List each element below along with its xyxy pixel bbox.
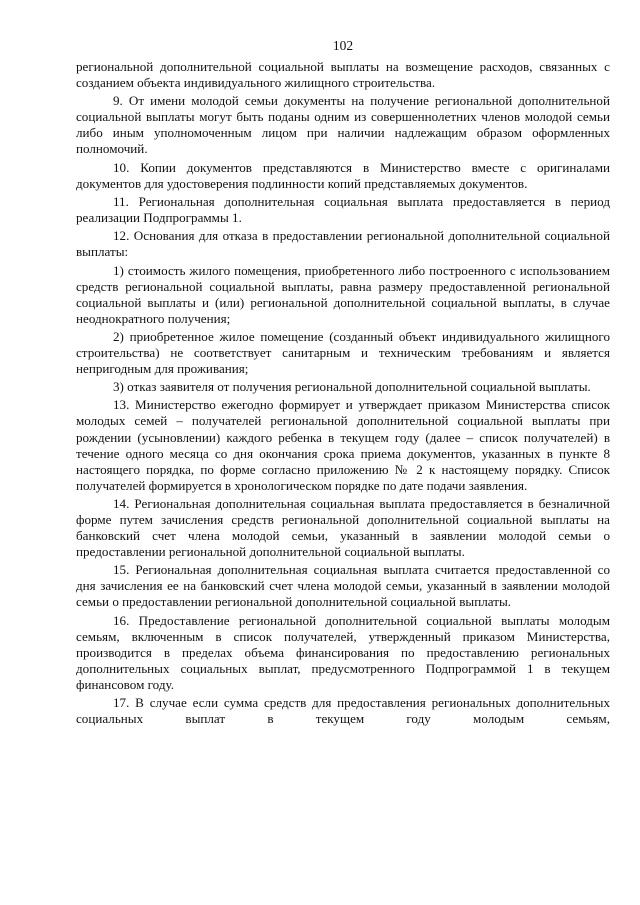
paragraph-12-item-2: 2) приобретенное жилое помещение (созданный объект индивидуального жилищного строительства) не соответствует санитарным и техническим требованиям и является непригодным для проживания; bbox=[76, 328, 610, 376]
paragraph-10: 10. Копии документов представляются в Министерство вместе с оригиналами документов для удостоверения подлинности копий представляемых документов. bbox=[76, 159, 610, 191]
paragraph-14: 14. Региональная дополнительная социальная выплата предоставляется в безналичной форме путем зачисления средств региональной дополнительной социальной выплаты на банковский счет члена молодой семьи, указанный в заявлении молодой семьи о предоставлении региональной дополнительной социальной выплаты. bbox=[76, 495, 610, 560]
paragraph-12: 12. Основания для отказа в предоставлении региональной дополнительной социальной выплаты: bbox=[76, 228, 610, 260]
page-number: 102 bbox=[332, 38, 354, 53]
paragraph-16: 16. Предоставление региональной дополнительной социальной выплаты молодым семьям, включенным в список получателей, утвержденный приказом Министерства, производится в пределах объема финансирования по предоставлению региональных дополнительных социальных выплат, предусмотренного Подпрограммой 1 в текущем финансовом году. bbox=[76, 612, 610, 692]
paragraph-12-item-3: 3) отказ заявителя от получения региональной дополнительной социальной выплаты. bbox=[113, 379, 591, 395]
paragraph-15: 15. Региональная дополнительная социальная выплата считается предоставленной со дня зачисления ее на банковский счет члена молодой семьи, указанный в заявлении молодой семьи о предоставлении региональной дополнительной социальной выплаты. bbox=[76, 562, 610, 610]
paragraph-12-item-1: 1) стоимость жилого помещения, приобретенного либо построенного с использованием средств региональной социальной выплаты, равна размеру предоставленной региональной социальной выплаты и (или) региональной дополнительной социальной выплаты, в случае неоднократного получения; bbox=[76, 262, 610, 326]
paragraph-11: 11. Региональная дополнительная социальная выплата предоставляется в период реализации Подпрограммы 1. bbox=[76, 193, 610, 225]
paragraph-13: 13. Министерство ежегодно формирует и утверждает приказом Министерства список молодых семей – получателей региональной дополнительной социальной выплаты при рождении (усыновлении) каждого ребенка в текущем году (далее – список получателей) в течение одного месяца со дня окончания срока приема документов, указанных в пункте 8 настоящего порядка, по форме согласно приложению № 2 к настоящему порядку. Список получателей формируется в хронологическом порядке по дате подачи заявления. bbox=[76, 397, 610, 493]
paragraph-9: 9. От имени молодой семьи документы на получение региональной дополнительной социальной выплаты могут быть поданы одним из совершеннолетних членов молодой семьи либо иным уполномоченным лицом при наличии надлежащим образом оформленных полномочий. bbox=[76, 93, 610, 157]
paragraph-8-continuation: региональной дополнительной социальной выплаты на возмещение расходов, связанных с созданием объекта индивидуального жилищного строительства. bbox=[76, 59, 610, 91]
paragraph-17: 17. В случае если сумма средств для предоставления региональных дополнительных социальных выплат в текущем году молодым семьям, bbox=[76, 695, 610, 727]
document-page bbox=[76, 38, 610, 729]
